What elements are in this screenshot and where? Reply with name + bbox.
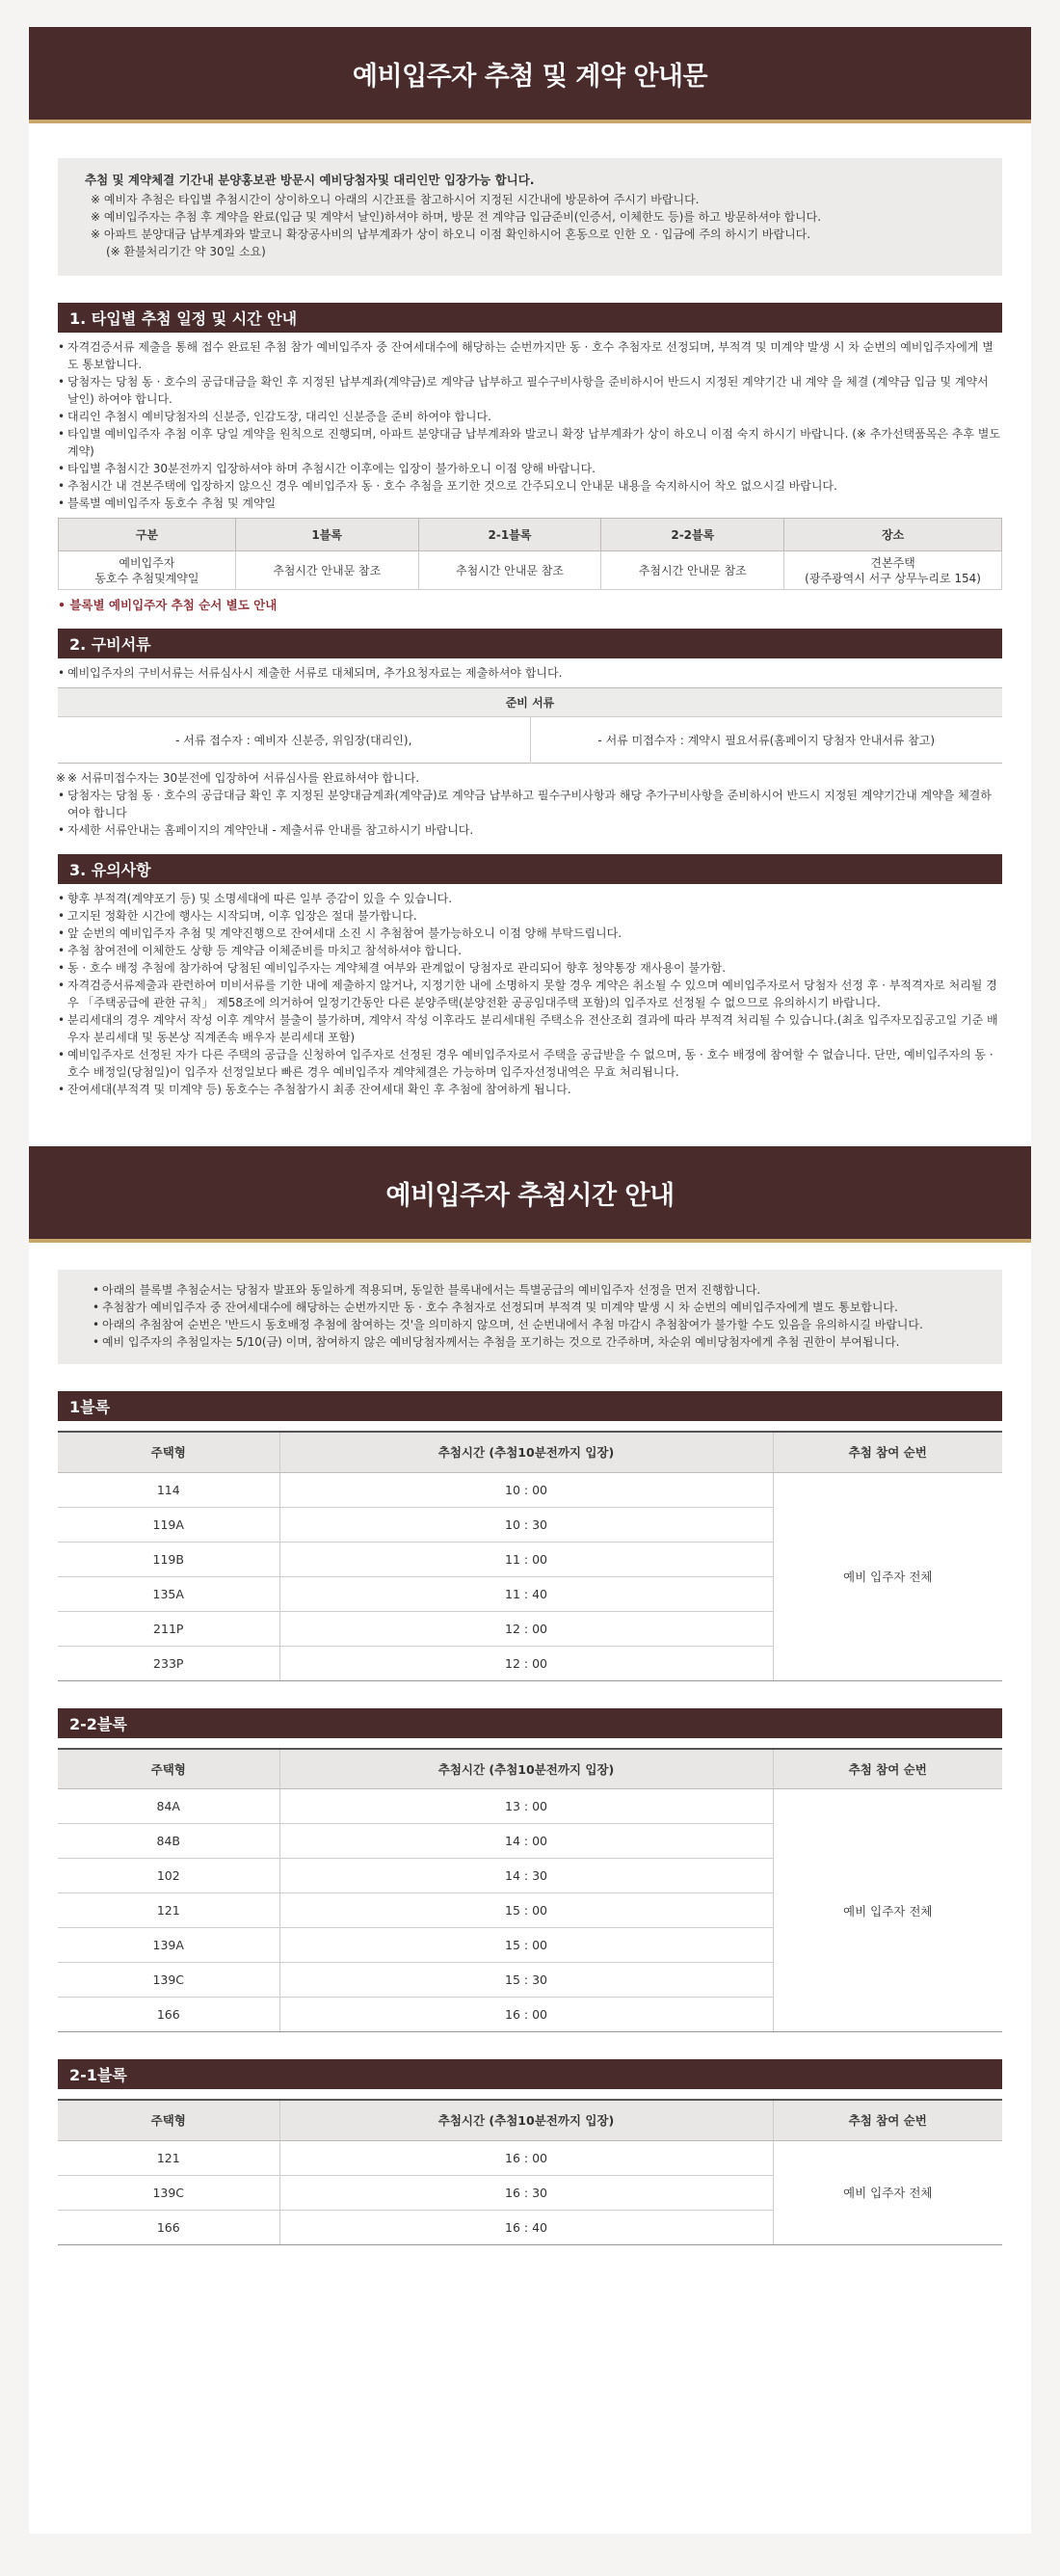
time-cell: 15 : 00 — [279, 1928, 773, 1963]
time-cell: 12 : 00 — [279, 1611, 773, 1646]
time-cell: 14 : 00 — [279, 1824, 773, 1859]
section-heading: 1. 타입별 추첨 일정 및 시간 안내 — [58, 303, 1002, 333]
block-schedule-table — [58, 1748, 1002, 2033]
participants-cell: 예비 입주자 전체 — [773, 2140, 1002, 2244]
schedule-title: 예비입주자 추첨시간 안내 — [385, 1180, 675, 1211]
notice-line: ※ 아파트 분양대금 납부계좌와 발코니 확장공사비의 납부계좌가 상이 하오니 이점 확인하시어 혼동으로 인한 오 · 입금에 주의 하시기 바랍니다. — [91, 228, 811, 241]
list-item: • 자세한 서류안내는 홈페이지의 계약안내 - 제출서류 안내를 참고하시기 바랍니다. — [58, 821, 1002, 839]
list-item: • 블록별 예비입주자 동호수 추첨 및 계약일 — [58, 495, 1002, 512]
time-cell: 11 : 00 — [279, 1542, 773, 1576]
notice-lead: 추첨 및 계약체결 기간내 분양홍보관 방문시 예비당첨자및 대리인만 입장가능 합니다. — [85, 173, 535, 187]
schedule-summary-table — [58, 518, 1002, 590]
type-cell: 119A — [58, 1507, 279, 1542]
notice-line: ※ 예비자 추첨은 타입별 추첨시간이 상이하오니 아래의 시간표를 참고하시어 지정된 시간내에 방문하여 주시기 바랍니다. — [91, 193, 700, 206]
time-cell: 16 : 00 — [279, 2140, 773, 2175]
list-item: • 앞 순번의 예비입주자 추첨 및 계약진행으로 잔여세대 소진 시 추첨참여 불가능하오니 이점 양해 부탁드립니다. — [58, 925, 1002, 942]
list-item: • 분리세대의 경우 계약서 작성 이후 계약서 불출이 불가하며, 계약서 작성 이후라도 분리세대원 주택소유 전산조회 결과에 따라 부적격 처리될 수 있습니다.(최초 입주자모집공고일 기준 배우자 분리세대 및 동본상 직계존속 배우자 분리세대 포함) — [58, 1011, 1002, 1046]
type-cell: 233P — [58, 1646, 279, 1680]
schedule-notice-box — [58, 1270, 1002, 1364]
bullet-list — [93, 1281, 967, 1351]
bullet-list — [58, 769, 1002, 839]
list-item: • 자격검증서류 제출을 통해 접수 완료된 추첨 참가 예비입주자 중 잔여세대수에 해당하는 순번까지만 동 · 호수 추첨자로 선정되며, 부적격 및 미계약 발생 시 차 순번의 예비입주자에게 별도 통보합니다. — [58, 338, 1002, 373]
notice-box — [58, 158, 1002, 276]
table-header: 2-2블록 — [601, 519, 784, 551]
time-cell: 12 : 00 — [279, 1646, 773, 1680]
list-item: ※ ※ 서류미접수자는 30분전에 입장하여 서류심사를 완료하셔야 합니다. — [58, 769, 1002, 787]
list-item: • 예비입주자의 구비서류는 서류심사시 제출한 서류로 대체되며, 추가요청자료는 제출하셔야 합니다. — [58, 664, 1002, 682]
section-heading: 3. 유의사항 — [58, 854, 1002, 884]
list-item: • 향후 부적격(계약포기 등) 및 소명세대에 따른 일부 증감이 있을 수 있습니다. — [58, 890, 1002, 907]
block-heading: 2-2블록 — [58, 1708, 1002, 1738]
list-item: • 타입별 예비입주자 추첨 이후 당일 계약을 원칙으로 진행되며, 아파트 분양대금 납부계좌와 발코니 확장 납부계좌가 상이 하오니 이점 숙지 하시기 바랍니다. (※ 추가선택품목은 추후 별도 계약) — [58, 425, 1002, 460]
table-cell: 예비입주자 동호수 추첨및계약일 — [59, 551, 236, 590]
notice-line: ※ 예비입주자는 추첨 후 계약을 완료(입금 및 계약서 날인)하셔야 하며, 방문 전 계약금 입금준비(인증서, 이체한도 등)를 하고 방문하셔야 합니다. — [91, 210, 822, 224]
time-cell: 16 : 40 — [279, 2210, 773, 2244]
type-cell: 139C — [58, 1963, 279, 1998]
list-item: • 잔여세대(부적격 및 미계약 등) 동호수는 추첨참가시 최종 잔여세대 확인 후 추첨에 참여하게 됩니다. — [58, 1081, 1002, 1098]
table-header: 추첨시간 (추첨10분전까지 입장) — [279, 1432, 773, 1472]
table-header: 추첨 참여 순번 — [773, 1749, 1002, 1789]
list-item: • 자격검증서류제출과 관련하여 미비서류를 기한 내에 제출하지 않거나, 지정기한 내에 소명하지 못할 경우 계약은 취소될 수 있으며 예비입주자로서 당첨자 선정 후 · 부적격자로 처리될 경우 「주택공급에 관한 규칙」 제58조에 의거하여 일정기간동안 다른 분양주택(분양전환 공공임대주택 포함)의 입주자로 선정될 수 없으므로 유의하시기 바랍니다. — [58, 977, 1002, 1011]
list-item: • 추첨시간 내 견본주택에 입장하지 않으신 경우 예비입주자 동 · 호수 추첨을 포기한 것으로 간주되오니 안내문 내용을 숙지하시어 착오 없으시길 바랍니다. — [58, 477, 1002, 495]
list-item: • 예비입주자로 선정된 자가 다른 주택의 공급을 신청하여 입주자로 선정된 경우 예비입주자로서 주택을 공급받을 수 없으며, 동 · 호수 배정에 참여할 수 없습니다. 단만, 예비입주자의 동 · 호수 배정일(당첨일)이 입주자 선정일보다 빠른 경우 예비입주자 계약체결은 가능하며 입주자선정내역은 무효 처리됩니다. — [58, 1046, 1002, 1081]
table-header: 주택형 — [58, 2100, 279, 2140]
schedule-title-banner — [29, 1146, 1031, 1243]
table-header: 구분 — [59, 519, 236, 551]
list-item: • 고지된 정확한 시간에 행사는 시작되며, 이후 입장은 절대 불가합니다. — [58, 907, 1002, 925]
section-heading: 2. 구비서류 — [58, 629, 1002, 658]
block-order-note: • 블록별 예비입주자 추첨 순서 별도 안내 — [58, 598, 278, 612]
block-heading: 1블록 — [58, 1391, 1002, 1421]
table-header: 주택형 — [58, 1432, 279, 1472]
list-item: • 아래의 추첨참여 순번은 '반드시 동호배정 추첨에 참여하는 것'을 의미하지 않으며, 선 순번내에서 추첨 마감시 추첨참여가 불가할 수도 있음을 유의하시길 바랍니다. — [93, 1316, 967, 1333]
type-cell: 211P — [58, 1611, 279, 1646]
time-cell: 11 : 40 — [279, 1576, 773, 1611]
time-cell: 15 : 30 — [279, 1963, 773, 1998]
table-header: 추첨시간 (추첨10분전까지 입장) — [279, 2100, 773, 2140]
table-header: 추첨시간 (추첨10분전까지 입장) — [279, 1749, 773, 1789]
list-item: • 동 · 호수 배정 추첨에 참가하여 당첨된 예비입주자는 계약체결 여부와 관계없이 당첨자로 관리되어 향후 청약통장 재사용이 불가함. — [58, 959, 1002, 977]
table-header: 준비 서류 — [58, 688, 1002, 717]
type-cell: 139A — [58, 1928, 279, 1963]
list-item: • 아래의 블록별 추첨순서는 당첨자 발표와 동일하게 적용되며, 동일한 블록내에서는 특별공급의 예비입주자 선정을 먼저 진행합니다. — [93, 1281, 967, 1299]
type-cell: 84A — [58, 1789, 279, 1824]
block-heading: 2-1블록 — [58, 2059, 1002, 2089]
type-cell: 119B — [58, 1542, 279, 1576]
type-cell: 84B — [58, 1824, 279, 1859]
table-cell: 견본주택 (광주광역시 서구 상무누리로 154) — [784, 551, 1002, 590]
participants-cell: 예비 입주자 전체 — [773, 1472, 1002, 1680]
table-header: 추첨 참여 순번 — [773, 1432, 1002, 1472]
type-cell: 121 — [58, 1893, 279, 1928]
bullet-list — [58, 890, 1002, 1098]
participants-cell: 예비 입주자 전체 — [773, 1789, 1002, 2032]
block-schedule-table — [58, 2099, 1002, 2245]
page-title-banner — [29, 27, 1031, 123]
required-documents-table — [58, 687, 1002, 764]
table-cell: - 서류 미접수자 : 계약시 필요서류(홈페이지 당첨자 안내서류 참고) — [597, 734, 936, 747]
table-row — [58, 1472, 1002, 1507]
time-cell: 10 : 00 — [279, 1472, 773, 1507]
notice-line: (※ 환불처리기간 약 30일 소요) — [106, 245, 266, 258]
list-item: • 타입별 추첨시간 30분전까지 입장하셔야 하며 추첨시간 이후에는 입장이 불가하오니 이점 양해 바랍니다. — [58, 460, 1002, 477]
table-row — [58, 1789, 1002, 1824]
table-header: 1블록 — [235, 519, 418, 551]
time-cell: 14 : 30 — [279, 1859, 773, 1893]
type-cell: 139C — [58, 2175, 279, 2210]
list-item: • 당첨자는 당첨 동 · 호수의 공급대금을 확인 후 지정된 납부계좌(계약금)로 계약금 납부하고 필수구비사항을 준비하시어 반드시 지정된 계약기간 내 계약 을 체결 (계약금 입금 및 계약서 날인) 하여야 합니다. — [58, 373, 1002, 408]
time-cell: 16 : 30 — [279, 2175, 773, 2210]
type-cell: 166 — [58, 1998, 279, 2032]
page — [29, 27, 1031, 2534]
list-item: • 추첨 참여전에 이체한도 상향 등 계약금 이체준비를 마치고 참석하셔야 합니다. — [58, 942, 1002, 959]
table-cell: - 서류 접수자 : 예비자 신분증, 위임장(대리인), — [58, 717, 530, 764]
time-cell: 16 : 00 — [279, 1998, 773, 2032]
type-cell: 114 — [58, 1472, 279, 1507]
list-item: • 당첨자는 당첨 동 · 호수의 공급대금 확인 후 지정된 분양대금계좌(계약금)로 계약금 납부하고 필수구비사항과 해당 추가구비사항을 준비하시어 반드시 지정된 계약기간내 계약을 체결하여야 합니다 — [58, 787, 1002, 821]
type-cell: 121 — [58, 2140, 279, 2175]
list-item: • 예비 입주자의 추첨일자는 5/10(금) 이며, 참여하지 않은 예비당첨자께서는 추첨을 포기하는 것으로 간주하며, 차순위 예비당첨자에게 추첨 권한이 부여됩니다. — [93, 1333, 967, 1351]
table-row — [58, 2140, 1002, 2175]
bullet-list — [58, 664, 1002, 682]
time-cell: 10 : 30 — [279, 1507, 773, 1542]
table-cell: 추첨시간 안내문 참조 — [601, 551, 784, 590]
table-header: 장소 — [784, 519, 1002, 551]
list-item: • 추첨참가 예비입주자 중 잔여세대수에 해당하는 순번까지만 동 · 호수 추첨자로 선정되며 부적격 및 미계약 발생 시 차 순번의 예비입주자에게 별도 통보합니다. — [93, 1299, 967, 1316]
type-cell: 166 — [58, 2210, 279, 2244]
table-header: 추첨 참여 순번 — [773, 2100, 1002, 2140]
bullet-list — [58, 338, 1002, 512]
table-cell: 추첨시간 안내문 참조 — [418, 551, 601, 590]
list-item: • 대리인 추첨시 예비당첨자의 신분증, 인감도장, 대리인 신분증을 준비 하여야 합니다. — [58, 408, 1002, 425]
time-cell: 15 : 00 — [279, 1893, 773, 1928]
block-schedule-table — [58, 1431, 1002, 1681]
time-cell: 13 : 00 — [279, 1789, 773, 1824]
type-cell: 135A — [58, 1576, 279, 1611]
table-header: 2-1블록 — [418, 519, 601, 551]
table-header: 주택형 — [58, 1749, 279, 1789]
type-cell: 102 — [58, 1859, 279, 1893]
table-cell: 추첨시간 안내문 참조 — [235, 551, 418, 590]
page-title: 예비입주자 추첨 및 계약 안내문 — [352, 61, 708, 92]
